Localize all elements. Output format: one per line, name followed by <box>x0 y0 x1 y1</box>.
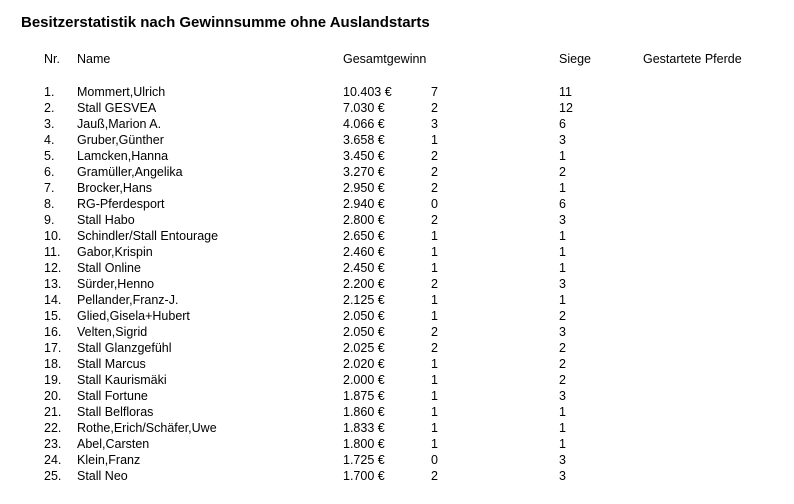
table-row <box>0 100 794 116</box>
row-name: Mommert,Ulrich <box>77 85 166 99</box>
header-siege: Siege <box>559 52 591 66</box>
row-nr: 17. <box>44 341 62 355</box>
row-name: Gruber,Günther <box>77 133 164 147</box>
row-siege: 3 <box>559 325 566 339</box>
row-gestartete-pferde: 1 <box>431 357 438 371</box>
row-gestartete-pferde: 1 <box>431 309 438 323</box>
table-row <box>0 180 794 196</box>
row-gesamtgewinn: 1.833 € <box>343 421 385 435</box>
table-row <box>0 116 794 132</box>
row-gestartete-pferde: 1 <box>431 229 438 243</box>
table-row <box>0 260 794 276</box>
row-gestartete-pferde: 1 <box>431 421 438 435</box>
table-row <box>0 164 794 180</box>
row-nr: 19. <box>44 373 62 387</box>
row-name: Sürder,Henno <box>77 277 155 291</box>
row-siege: 2 <box>559 309 566 323</box>
row-gesamtgewinn: 2.125 € <box>343 293 385 307</box>
row-gesamtgewinn: 2.950 € <box>343 181 385 195</box>
row-siege: 3 <box>559 213 566 227</box>
row-siege: 1 <box>559 293 566 307</box>
row-gestartete-pferde: 1 <box>431 389 438 403</box>
table-row <box>0 244 794 260</box>
row-gestartete-pferde: 2 <box>431 277 438 291</box>
table-row <box>0 228 794 244</box>
table-row <box>0 356 794 372</box>
row-gestartete-pferde: 1 <box>431 437 438 451</box>
row-gestartete-pferde: 1 <box>431 405 438 419</box>
row-gesamtgewinn: 2.020 € <box>343 357 385 371</box>
table-row <box>0 388 794 404</box>
row-siege: 1 <box>559 245 566 259</box>
row-siege: 2 <box>559 373 566 387</box>
row-gesamtgewinn: 3.658 € <box>343 133 385 147</box>
row-nr: 21. <box>44 405 62 419</box>
row-nr: 4. <box>44 133 55 147</box>
row-nr: 5. <box>44 149 55 163</box>
table-row <box>0 324 794 340</box>
row-siege: 1 <box>559 149 566 163</box>
row-name: Pellander,Franz-J. <box>77 293 179 307</box>
row-gesamtgewinn: 2.450 € <box>343 261 385 275</box>
row-siege: 1 <box>559 421 566 435</box>
row-siege: 3 <box>559 277 566 291</box>
row-gestartete-pferde: 1 <box>431 261 438 275</box>
row-gesamtgewinn: 10.403 € <box>343 85 392 99</box>
row-siege: 11 <box>559 85 572 99</box>
row-name: Stall Fortune <box>77 389 148 403</box>
row-name: Schindler/Stall Entourage <box>77 229 219 243</box>
row-gestartete-pferde: 2 <box>431 213 438 227</box>
row-siege: 12 <box>559 101 573 115</box>
row-gesamtgewinn: 3.270 € <box>343 165 385 179</box>
row-gesamtgewinn: 2.050 € <box>343 309 385 323</box>
row-nr: 7. <box>44 181 55 195</box>
row-nr: 9. <box>44 213 55 227</box>
row-nr: 11. <box>44 245 61 259</box>
row-gesamtgewinn: 2.000 € <box>343 373 385 387</box>
row-name: Lamcken,Hanna <box>77 149 169 163</box>
table-row <box>0 148 794 164</box>
table-row <box>0 404 794 420</box>
table-row <box>0 420 794 436</box>
row-nr: 25. <box>44 469 62 483</box>
row-name: Jauß,Marion A. <box>77 117 162 131</box>
row-gestartete-pferde: 2 <box>431 469 438 483</box>
row-nr: 2. <box>44 101 55 115</box>
table-row <box>0 212 794 228</box>
row-nr: 13. <box>44 277 62 291</box>
header-nr: Nr. <box>44 52 60 66</box>
row-gestartete-pferde: 0 <box>431 197 438 211</box>
row-gesamtgewinn: 1.700 € <box>343 469 385 483</box>
row-gesamtgewinn: 1.725 € <box>343 453 385 467</box>
header-gesamtgewinn: Gesamtgewinn <box>343 52 427 66</box>
row-gestartete-pferde: 2 <box>431 149 438 163</box>
row-siege: 3 <box>559 469 566 483</box>
row-gestartete-pferde: 1 <box>431 245 438 259</box>
row-name: RG-Pferdesport <box>77 197 165 211</box>
row-nr: 18. <box>44 357 62 371</box>
row-gestartete-pferde: 3 <box>431 117 438 131</box>
row-gestartete-pferde: 2 <box>431 325 438 339</box>
row-gestartete-pferde: 7 <box>431 85 438 99</box>
row-nr: 16. <box>44 325 62 339</box>
row-siege: 3 <box>559 389 566 403</box>
row-gesamtgewinn: 1.800 € <box>343 437 385 451</box>
row-nr: 10. <box>44 229 62 243</box>
row-name: Klein,Franz <box>77 453 141 467</box>
row-name: Stall Belfloras <box>77 405 154 419</box>
row-name: Glied,Gisela+Hubert <box>77 309 190 323</box>
row-nr: 22. <box>44 421 62 435</box>
table-row <box>0 84 794 100</box>
row-siege: 2 <box>559 357 566 371</box>
row-gesamtgewinn: 4.066 € <box>343 117 385 131</box>
table-row <box>0 276 794 292</box>
row-nr: 12. <box>44 261 62 275</box>
row-siege: 6 <box>559 117 566 131</box>
row-name: Stall Glanzgefühl <box>77 341 172 355</box>
table-row <box>0 308 794 324</box>
row-name: Brocker,Hans <box>77 181 153 195</box>
row-gestartete-pferde: 1 <box>431 293 438 307</box>
row-siege: 1 <box>559 229 566 243</box>
row-gestartete-pferde: 2 <box>431 165 438 179</box>
row-gesamtgewinn: 2.800 € <box>343 213 385 227</box>
table-header <box>0 51 794 67</box>
row-gesamtgewinn: 2.940 € <box>343 197 385 211</box>
row-nr: 6. <box>44 165 55 179</box>
row-nr: 20. <box>44 389 62 403</box>
row-name: Stall Habo <box>77 213 135 227</box>
row-gestartete-pferde: 2 <box>431 101 438 115</box>
row-name: Abel,Carsten <box>77 437 150 451</box>
row-gesamtgewinn: 2.200 € <box>343 277 385 291</box>
row-name: Stall Neo <box>77 469 128 483</box>
row-name: Stall Kaurismäki <box>77 373 167 387</box>
row-siege: 2 <box>559 341 566 355</box>
row-gesamtgewinn: 7.030 € <box>343 101 385 115</box>
row-gesamtgewinn: 2.650 € <box>343 229 385 243</box>
table-row <box>0 436 794 452</box>
row-gestartete-pferde: 2 <box>431 181 438 195</box>
row-gesamtgewinn: 2.025 € <box>343 341 385 355</box>
table-row <box>0 468 794 484</box>
row-name: Velten,Sigrid <box>77 325 148 339</box>
row-siege: 1 <box>559 405 566 419</box>
row-name: Stall Online <box>77 261 141 275</box>
row-name: Stall GESVEA <box>77 101 157 115</box>
header-gestartete-pferde: Gestartete Pferde <box>643 52 742 66</box>
row-gesamtgewinn: 2.460 € <box>343 245 385 259</box>
row-gesamtgewinn: 1.875 € <box>343 389 385 403</box>
table-row <box>0 452 794 468</box>
row-gesamtgewinn: 1.860 € <box>343 405 385 419</box>
table-row <box>0 196 794 212</box>
row-gestartete-pferde: 2 <box>431 341 438 355</box>
row-nr: 24. <box>44 453 62 467</box>
row-gesamtgewinn: 3.450 € <box>343 149 385 163</box>
row-gestartete-pferde: 1 <box>431 373 438 387</box>
table-row <box>0 340 794 356</box>
table-row <box>0 372 794 388</box>
row-siege: 6 <box>559 197 566 211</box>
row-gestartete-pferde: 1 <box>431 133 438 147</box>
row-gestartete-pferde: 0 <box>431 453 438 467</box>
row-siege: 1 <box>559 181 566 195</box>
row-nr: 15. <box>44 309 62 323</box>
row-name: Stall Marcus <box>77 357 146 371</box>
row-name: Rothe,Erich/Schäfer,Uwe <box>77 421 217 435</box>
row-siege: 1 <box>559 437 566 451</box>
row-name: Gabor,Krispin <box>77 245 153 259</box>
table-row <box>0 292 794 308</box>
row-siege: 1 <box>559 261 566 275</box>
row-nr: 1. <box>44 85 55 99</box>
row-nr: 23. <box>44 437 62 451</box>
row-nr: 3. <box>44 117 55 131</box>
row-siege: 3 <box>559 133 566 147</box>
row-gesamtgewinn: 2.050 € <box>343 325 385 339</box>
row-nr: 8. <box>44 197 55 211</box>
row-siege: 3 <box>559 453 566 467</box>
table-row <box>0 132 794 148</box>
header-name: Name <box>77 52 111 66</box>
page-title: Besitzerstatistik nach Gewinnsumme ohne Auslandstarts <box>21 14 430 31</box>
row-nr: 14. <box>44 293 62 307</box>
row-name: Gramüller,Angelika <box>77 165 183 179</box>
row-siege: 2 <box>559 165 566 179</box>
